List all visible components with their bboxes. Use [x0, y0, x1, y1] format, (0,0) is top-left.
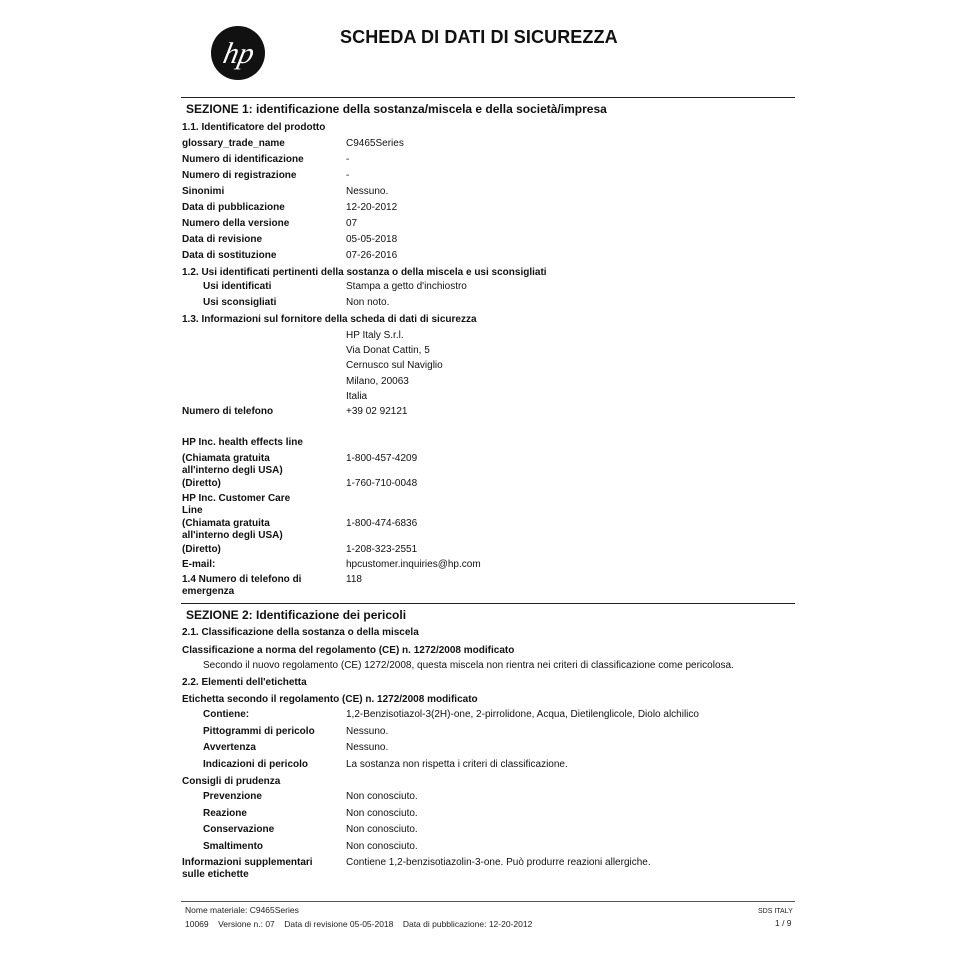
- address-line: Milano, 20063: [346, 376, 409, 387]
- field-label: Informazioni supplementari sulle etichette: [182, 857, 313, 880]
- address-line: Italia: [346, 391, 368, 402]
- footer-meta: 10069 Versione n.: 07 Data di revisione 05-05-2018 Data di pubblicazione: 12-20-2012: [185, 919, 533, 929]
- field-value: 1-800-474-6836: [346, 518, 418, 529]
- document-title: SCHEDA DI DATI DI SICUREZZA: [340, 27, 618, 47]
- subsection-1-2: 1.2. Usi identificati pertinenti della sostanza o della miscela e usi sconsigliati: [182, 267, 547, 278]
- field-label: E-mail:: [182, 559, 216, 570]
- field-value: Non conosciuto.: [346, 841, 418, 852]
- footer-material-name: Nome materiale: C9465Series: [185, 905, 299, 915]
- footer-divider: [181, 901, 795, 902]
- field-label: Numero di identificazione: [182, 154, 304, 165]
- field-label: HP Inc. health effects line: [182, 437, 303, 448]
- field-label: Pittogrammi di pericolo: [203, 726, 315, 737]
- field-label: Data di revisione: [182, 234, 263, 245]
- field-label: (Diretto): [182, 544, 221, 555]
- field-label: Avvertenza: [203, 742, 256, 753]
- address-line: Via Donat Cattin, 5: [346, 345, 430, 356]
- field-label: HP Inc. Customer Care Line: [182, 493, 291, 516]
- field-value: 118: [346, 574, 362, 585]
- field-value: 07-26-2016: [346, 250, 398, 261]
- field-value: -: [346, 154, 350, 165]
- address-line: HP Italy S.r.l.: [346, 330, 404, 341]
- field-value: Contiene 1,2-benzisotiazolin-3-one. Può produrre reazioni allergiche.: [346, 857, 651, 868]
- field-label: Numero di telefono: [182, 406, 274, 417]
- field-label: Data di pubblicazione: [182, 202, 285, 213]
- field-value: Non conosciuto.: [346, 824, 418, 835]
- field-label: glossary_trade_name: [182, 138, 285, 149]
- subsection-2-1: 2.1. Classificazione della sostanza o della miscela: [182, 627, 419, 638]
- field-value: 1-760-710-0048: [346, 478, 418, 489]
- svg-text:hp: hp: [220, 36, 258, 70]
- field-value: -: [346, 170, 350, 181]
- email-link[interactable]: hpcustomer.inquiries@hp.com: [346, 559, 481, 570]
- subsection-1-1: 1.1. Identificatore del prodotto: [182, 122, 326, 133]
- field-label: Contiene:: [203, 709, 250, 720]
- field-value: 12-20-2012: [346, 202, 398, 213]
- field-value: Non conosciuto.: [346, 808, 418, 819]
- field-value: Nessuno.: [346, 726, 389, 737]
- field-value: Non noto.: [346, 297, 390, 308]
- footer-page-number: 1 / 9: [775, 918, 792, 928]
- field-label: Conservazione: [203, 824, 275, 835]
- field-label: Numero della versione: [182, 218, 290, 229]
- subsection-1-3: 1.3. Informazioni sul fornitore della scheda di dati di sicurezza: [182, 314, 477, 325]
- field-label: Usi sconsigliati: [203, 297, 277, 308]
- section-2-heading: SEZIONE 2: Identificazione dei pericoli: [181, 603, 795, 622]
- field-value: 07: [346, 218, 358, 229]
- footer-sds-region: SDS ITALY: [758, 908, 793, 915]
- field-label: Numero di registrazione: [182, 170, 297, 181]
- field-value: 1-208-323-2551: [346, 544, 418, 555]
- field-label: Reazione: [203, 808, 247, 819]
- field-label: Sinonimi: [182, 186, 225, 197]
- field-label: 1.4 Numero di telefono di emergenza: [182, 574, 302, 597]
- field-label: Prevenzione: [203, 791, 262, 802]
- field-label: (Chiamata gratuita all'interno degli USA): [182, 518, 283, 541]
- address-line: Cernusco sul Naviglio: [346, 360, 443, 371]
- field-value: Non conosciuto.: [346, 791, 418, 802]
- field-value: Stampa a getto d'inchiostro: [346, 281, 467, 292]
- precautions-heading: Consigli di prudenza: [182, 776, 281, 787]
- field-value: +39 02 92121: [346, 406, 408, 417]
- field-value: 1,2-Benzisotiazol-3(2H)-one, 2-pirrolidone, Acqua, Dietilenglicole, Diolo alchilico: [346, 709, 699, 720]
- field-label: (Chiamata gratuita all'interno degli USA): [182, 453, 283, 476]
- classification-text: Secondo il nuovo regolamento (CE) 1272/2008, questa miscela non rientra nei criteri di classificazione come pericolosa.: [203, 660, 734, 671]
- hp-logo: [210, 25, 266, 81]
- field-value: 1-800-457-4209: [346, 453, 418, 464]
- section-1-heading: SEZIONE 1: identificazione della sostanza/miscela e della società/impresa: [181, 97, 795, 116]
- field-value: La sostanza non rispetta i criteri di classificazione.: [346, 759, 568, 770]
- field-label: Indicazioni di pericolo: [203, 759, 309, 770]
- classification-heading: Classificazione a norma del regolamento (CE) n. 1272/2008 modificato: [182, 645, 515, 656]
- field-label: Usi identificati: [203, 281, 272, 292]
- field-label: (Diretto): [182, 478, 221, 489]
- field-label: Smaltimento: [203, 841, 264, 852]
- label-heading: Etichetta secondo il regolamento (CE) n. 1272/2008 modificato: [182, 694, 478, 705]
- field-value: Nessuno.: [346, 186, 389, 197]
- field-label: Data di sostituzione: [182, 250, 277, 261]
- field-value: 05-05-2018: [346, 234, 398, 245]
- field-value: C9465Series: [346, 138, 404, 149]
- subsection-2-2: 2.2. Elementi dell'etichetta: [182, 677, 307, 688]
- field-value: Nessuno.: [346, 742, 389, 753]
